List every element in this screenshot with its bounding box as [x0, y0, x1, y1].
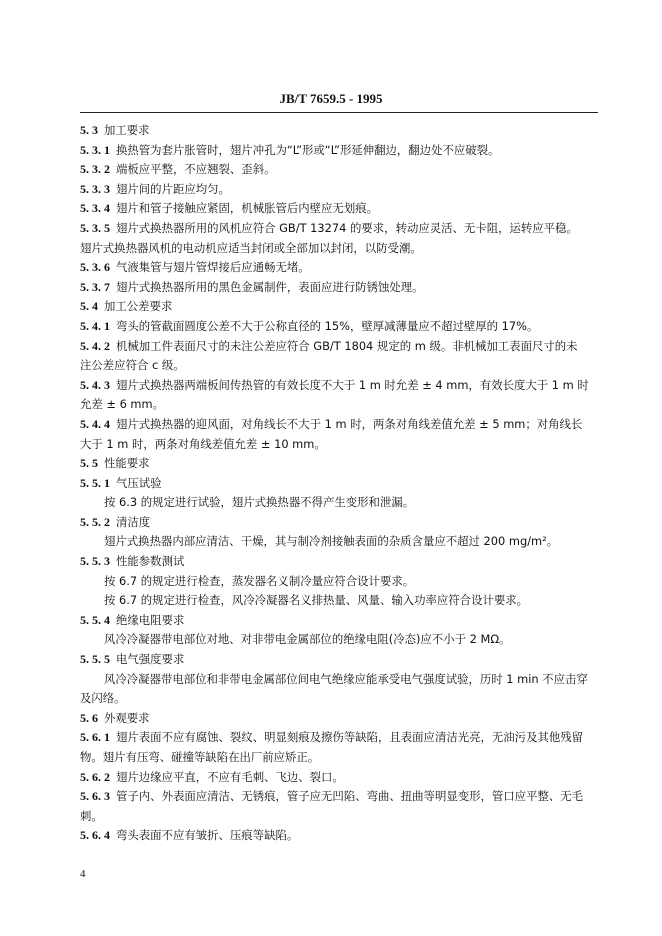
text-line — [80, 356, 598, 376]
clause-text: 加工要求 — [104, 123, 150, 137]
header-rule — [80, 112, 598, 113]
clause-text: 翅片表面不应有腐蚀、裂纹、明显刻痕及擦伤等缺陷，且表面应清洁光亮，无油污及其他残留 — [116, 730, 584, 745]
text-line — [80, 278, 598, 298]
clause-number: 5. 5. 5 — [80, 652, 110, 667]
clause-text: 端板应平整，不应翘裂、歪斜。 — [116, 162, 276, 177]
clause-text: 风冷冷凝器带电部位和非带电金属部位间电气绝缘应能承受电气强度试验，历时 1 min 不应击穿 — [104, 671, 588, 686]
clause-number: 5. 3 — [80, 123, 98, 137]
clause-text: 气液集管与翅片管焊接后应通畅无堵。 — [116, 260, 310, 275]
clause-text: 大于 1 m 时，两条对角线差值允差 ± 10 mm。 — [80, 436, 326, 451]
text-line — [80, 160, 598, 180]
clause-text: 注公差应符合 c 级。 — [80, 358, 185, 373]
clause-text: 翅片式换热器的迎风面，对角线长不大于 1 m 时，两条对角线差值允差 ± 5 mm；对角线长 — [116, 416, 583, 431]
text-line — [80, 454, 598, 474]
clause-text: 允差 ± 6 mm。 — [80, 397, 165, 412]
clause-number: 5. 3. 2 — [80, 162, 110, 177]
text-line — [80, 376, 598, 396]
text-line — [80, 513, 598, 533]
clause-text: 及闪络。 — [80, 691, 126, 706]
clause-text: 管子内、外表面应清洁、无锈痕，管子应无凹陷、弯曲、扭曲等明显变形，管口应平整、无毛 — [116, 789, 584, 804]
text-line — [80, 552, 598, 572]
clause-number: 5. 5 — [80, 456, 98, 471]
clause-number: 5. 6. 3 — [80, 789, 110, 804]
text-line — [80, 670, 598, 690]
clause-text: 翅片边缘应平直，不应有毛刺、飞边、裂口。 — [116, 769, 344, 784]
clause-number: 5. 3. 6 — [80, 260, 110, 275]
text-line — [80, 787, 598, 807]
text-line — [80, 258, 598, 278]
page-number: 4 — [80, 868, 86, 880]
clause-text: 加工公差要求 — [104, 299, 173, 314]
standard-header: JB/T 7659.5 - 1995 — [279, 91, 383, 106]
clause-text: 气压试验 — [116, 475, 162, 490]
text-line — [80, 650, 598, 670]
text-line — [80, 728, 598, 748]
clause-text: 性能要求 — [104, 456, 150, 471]
clause-number: 5. 3. 3 — [80, 181, 110, 196]
clause-text: 电气强度要求 — [116, 652, 185, 667]
clause-text: 按 6.3 的规定进行试验，翅片式换热器不得产生变形和泄漏。 — [104, 495, 415, 510]
text-line — [80, 219, 598, 239]
text-line — [80, 121, 598, 141]
clause-number: 5. 5. 2 — [80, 514, 110, 529]
clause-text: 机械加工件表面尺寸的未注公差应符合 GB/T 1804 规定的 m 级。非机械加工表面尺寸的未 — [116, 338, 578, 353]
clause-number: 5. 3. 5 — [80, 220, 110, 235]
text-line — [80, 317, 598, 337]
clause-number: 5. 5. 3 — [80, 554, 110, 569]
text-line — [80, 493, 598, 513]
clause-number: 5. 4. 1 — [80, 318, 110, 333]
clause-text: 翅片式换热器内部应清洁、干燥，其与制冷剂接触表面的杂质含量应不超过 200 mg/m²。 — [104, 534, 559, 549]
clause-text: 性能参数测试 — [116, 554, 185, 569]
clause-text: 按 6.7 的规定进行检查，蒸发器名义制冷量应符合设计要求。 — [104, 573, 415, 588]
text-line — [80, 826, 598, 846]
text-line — [80, 630, 598, 650]
clause-text: 物。翅片有压弯、碰撞等缺陷在出厂前应矫正。 — [80, 750, 320, 764]
text-line — [80, 415, 598, 435]
clause-text: 翅片式换热器两端板间传热管的有效长度不大于 1 m 时允差 ± 4 mm，有效长度大于 1 m 时 — [116, 377, 589, 392]
clause-number: 5. 3. 7 — [80, 279, 110, 294]
clause-text: 翅片和管子接触应紧固，机械胀管后内壁应无划痕。 — [116, 201, 378, 216]
text-line — [80, 709, 598, 729]
clause-number: 5. 3. 4 — [80, 201, 110, 216]
text-line — [80, 435, 598, 455]
clause-number: 5. 4. 4 — [80, 416, 110, 431]
document-body — [80, 121, 598, 846]
clause-number: 5. 6 — [80, 710, 98, 725]
clause-number: 5. 6. 1 — [80, 730, 110, 745]
clause-text: 弯头表面不应有皱折、压痕等缺陷。 — [116, 828, 299, 843]
clause-text: 翅片式换热器所用的风机应符合 GB/T 13274 的要求，转动应灵活、无卡阻，运转应平稳。 — [116, 220, 578, 235]
text-line — [80, 199, 598, 219]
clause-number: 5. 3. 1 — [80, 142, 110, 157]
clause-text: 翅片式换热器所用的黑色金属制件，表面应进行防锈蚀处理。 — [116, 279, 424, 294]
text-line — [80, 807, 598, 827]
text-line — [80, 297, 598, 317]
clause-number: 5. 6. 4 — [80, 828, 110, 843]
text-line — [80, 572, 598, 592]
clause-text: 清洁度 — [116, 514, 151, 529]
clause-text: 风冷冷凝器带电部位对地、对非带电金属部位的绝缘电阻(冷态)应不小于 2 MΩ。 — [104, 632, 511, 647]
text-line — [80, 591, 598, 611]
clause-text: 外观要求 — [104, 710, 150, 725]
text-line — [80, 180, 598, 200]
clause-number: 5. 4. 3 — [80, 377, 110, 392]
text-line — [80, 395, 598, 415]
text-line — [80, 689, 598, 709]
text-line — [80, 141, 598, 161]
clause-number: 5. 5. 1 — [80, 475, 110, 490]
text-line — [80, 748, 598, 768]
clause-text: 按 6.7 的规定进行检查，风冷冷凝器名义排热量、风量、输入功率应符合设计要求。 — [104, 593, 529, 608]
clause-number: 5. 4. 2 — [80, 338, 110, 353]
clause-text: 翅片间的片距应均匀。 — [116, 181, 230, 196]
text-line — [80, 532, 598, 552]
clause-text: 换热管为套片胀管时，翅片冲孔为“L”形或“L”形延伸翻边，翻边处不应破裂。 — [116, 142, 500, 157]
text-line — [80, 474, 598, 494]
clause-number: 5. 4 — [80, 299, 98, 314]
clause-text: 刺。 — [80, 808, 103, 823]
clause-text: 弯头的管截面圆度公差不大于公称直径的 15%，壁厚减薄量应不超过壁厚的 17%。 — [116, 318, 539, 333]
clause-text: 绝缘电阻要求 — [116, 612, 185, 627]
clause-text: 翅片式换热器风机的电动机应适当封闭或全部加以封闭，以防受潮。 — [80, 240, 422, 255]
text-line — [80, 611, 598, 631]
text-line — [80, 768, 598, 788]
text-line — [80, 337, 598, 357]
clause-number: 5. 6. 2 — [80, 769, 110, 784]
clause-number: 5. 5. 4 — [80, 612, 110, 627]
text-line — [80, 239, 598, 259]
